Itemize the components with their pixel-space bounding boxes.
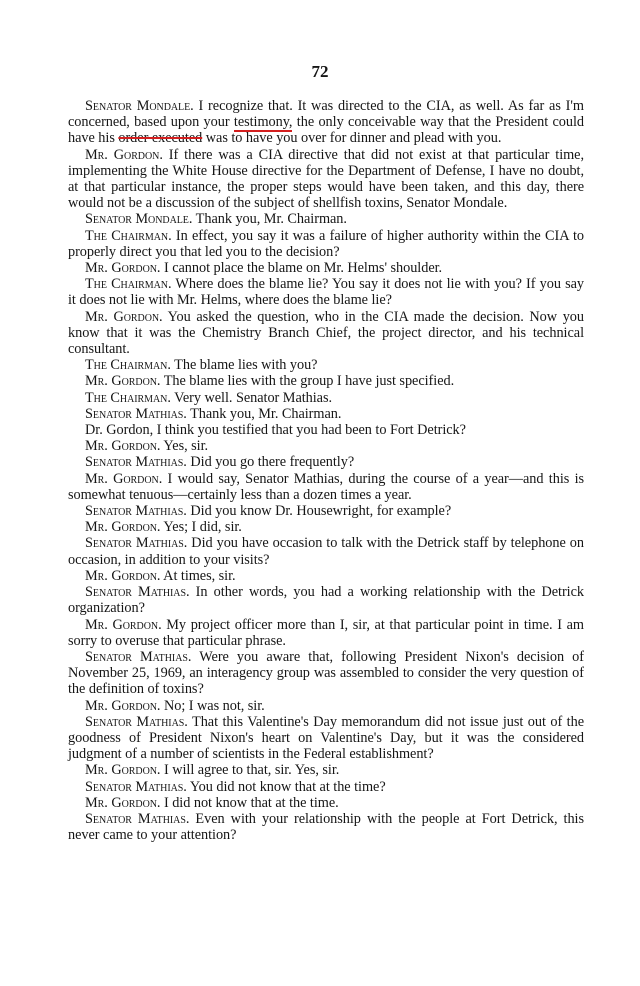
paragraph (68, 276, 584, 308)
paragraph (68, 698, 584, 714)
speaker-name: Mr. Gordon. (85, 794, 161, 811)
paragraph-text: Dr. Gordon, I think you testified that you had been to Fort Detrick? (85, 422, 466, 439)
paragraph (68, 98, 584, 147)
paragraph (68, 471, 584, 503)
speaker-name: Senator Mathias. (85, 535, 188, 552)
paragraph (68, 584, 584, 616)
speaker-name: Senator Mathias. (85, 454, 187, 471)
paragraph (68, 762, 584, 778)
paragraph (68, 309, 584, 358)
speaker-name: Mr. Gordon. (85, 260, 161, 277)
paragraph (68, 454, 584, 470)
paragraph-text: Even with your relationship with the people at Fort Detrick, this never came to your attention? (68, 810, 584, 844)
paragraph-text: You did not know that at the time? (186, 778, 386, 795)
speaker-name: The Chairman. (85, 276, 172, 293)
speaker-name: Senator Mathias. (85, 810, 190, 827)
paragraph-text: I would say, Senator Mathias, during the course of a year—and this is somewhat tenuous—certainly less than a dozen times a year. (68, 470, 585, 503)
speaker-name: Senator Mathias. (85, 713, 188, 730)
paragraph-text: In effect, you say it was a failure of higher authority within the CIA to properly direct you that led you to the decision? (68, 227, 584, 260)
speaker-name: Mr. Gordon. (85, 616, 162, 633)
speaker-name: Mr. Gordon. (85, 146, 163, 163)
paragraph-text: was to have you over for dinner and plead with you. (202, 130, 502, 147)
red-strike-mark: order executed (118, 130, 203, 147)
speaker-name: Mr. Gordon. (85, 438, 161, 455)
paragraph (68, 714, 584, 763)
paragraph-text: The blame lies with the group I have just specified. (160, 373, 455, 390)
paragraph-text: In other words, you had a working relationship with the Detrick organization? (68, 584, 584, 617)
speaker-name: Senator Mondale. (85, 98, 194, 114)
speaker-name: Mr. Gordon. (85, 519, 161, 536)
paragraph (68, 535, 584, 567)
paragraph (68, 260, 584, 276)
paragraph-text: The blame lies with you? (170, 357, 318, 374)
paragraph-text: Yes, sir. (160, 438, 209, 455)
speaker-name: Mr. Gordon. (85, 697, 161, 714)
red-underline-mark: testimony, (233, 114, 293, 131)
paragraph-text: No; I was not, sir. (160, 697, 265, 714)
paragraph (68, 147, 584, 212)
paragraph-text: Very well. Senator Mathias. (170, 389, 333, 406)
paragraph-text: My project officer more than I, sir, at that particular point in time. I am sorry to overuse that particular phrase. (68, 616, 584, 649)
paragraph (68, 811, 584, 843)
paragraph (68, 228, 584, 260)
paragraph-text: Did you have occasion to talk with the Detrick staff by telephone on occasion, in addition to your visits? (68, 535, 584, 568)
speaker-name: Mr. Gordon. (85, 470, 163, 487)
paragraph-text: Yes; I did, sir. (160, 519, 242, 536)
transcript-body (68, 98, 584, 843)
paragraph (68, 519, 584, 535)
speaker-name: Senator Mathias. (85, 648, 192, 665)
speaker-name: Senator Mondale. (85, 211, 193, 228)
paragraph-text: At times, sir. (160, 567, 236, 584)
speaker-name: The Chairman. (85, 389, 171, 406)
paragraph (68, 438, 584, 454)
speaker-name: The Chairman. (85, 227, 172, 244)
paragraph (68, 211, 584, 227)
paragraph-text: Were you aware that, following President Nixon's decision of November 25, 1969, an interagency group was assembled to consider the very question of the definition of toxins? (68, 648, 584, 698)
paragraph (68, 779, 584, 795)
paragraph-text: I cannot place the blame on Mr. Helms' shoulder. (160, 260, 443, 277)
paragraph-text: Where does the blame lie? You say it does not lie with you? If you say it does not lie with Mr. Helms, where does the blame lie? (68, 276, 584, 309)
speaker-name: Senator Mathias. (85, 405, 187, 422)
paragraph (68, 795, 584, 811)
paragraph (68, 422, 584, 438)
paragraph-text: I recognize that. It was directed to the CIA, as well. As far as I'm concerned, based upon your (68, 98, 584, 131)
page-number: 72 (311, 62, 329, 81)
speaker-name: The Chairman. (85, 357, 171, 374)
paragraph-text: Thank you, Mr. Chairman. (192, 211, 347, 228)
paragraph-text: I will agree to that, sir. Yes, sir. (160, 762, 340, 779)
speaker-name: Mr. Gordon. (85, 567, 161, 584)
paragraph (68, 503, 584, 519)
speaker-name: Mr. Gordon. (85, 308, 163, 325)
paragraph (68, 390, 584, 406)
paragraph-text: You asked the question, who in the CIA made the decision. Now you know that it was the Chemistry Branch Chief, the project director, and his technical consultant. (68, 308, 584, 358)
paragraph (68, 406, 584, 422)
paragraph-text: the only conceivable way that the President could have his (68, 114, 584, 147)
paragraph-text: Did you know Dr. Housewright, for example? (186, 503, 452, 520)
paragraph (68, 649, 584, 698)
speaker-name: Senator Mathias. (85, 503, 187, 520)
speaker-name: Senator Mathias. (85, 778, 187, 795)
paragraph-text: I did not know that at the time. (160, 794, 339, 811)
speaker-name: Mr. Gordon. (85, 762, 161, 779)
paragraph-text: Thank you, Mr. Chairman. (186, 405, 342, 422)
speaker-name: Mr. Gordon. (85, 373, 161, 390)
speaker-name: Senator Mathias. (85, 584, 190, 601)
paragraph (68, 617, 584, 649)
paragraph (68, 568, 584, 584)
paragraph (68, 373, 584, 389)
paragraph (68, 357, 584, 373)
paragraph-text: If there was a CIA directive that did not exist at that particular time, implementing the White House directive for the Department of Defense, I have no doubt, at that particular instance, the proper steps would have been taken, and this day, there would not be a discussion of the subject of shellfish toxins, Senator Mondale. (68, 146, 585, 212)
paragraph-text: That this Valentine's Day memorandum did not issue just out of the goodness of President Nixon's heart on Valentine's Day, but it was the considered judgment of a number of scientists in the Federal establishment? (68, 713, 584, 763)
paragraph-text: Did you go there frequently? (186, 454, 355, 471)
